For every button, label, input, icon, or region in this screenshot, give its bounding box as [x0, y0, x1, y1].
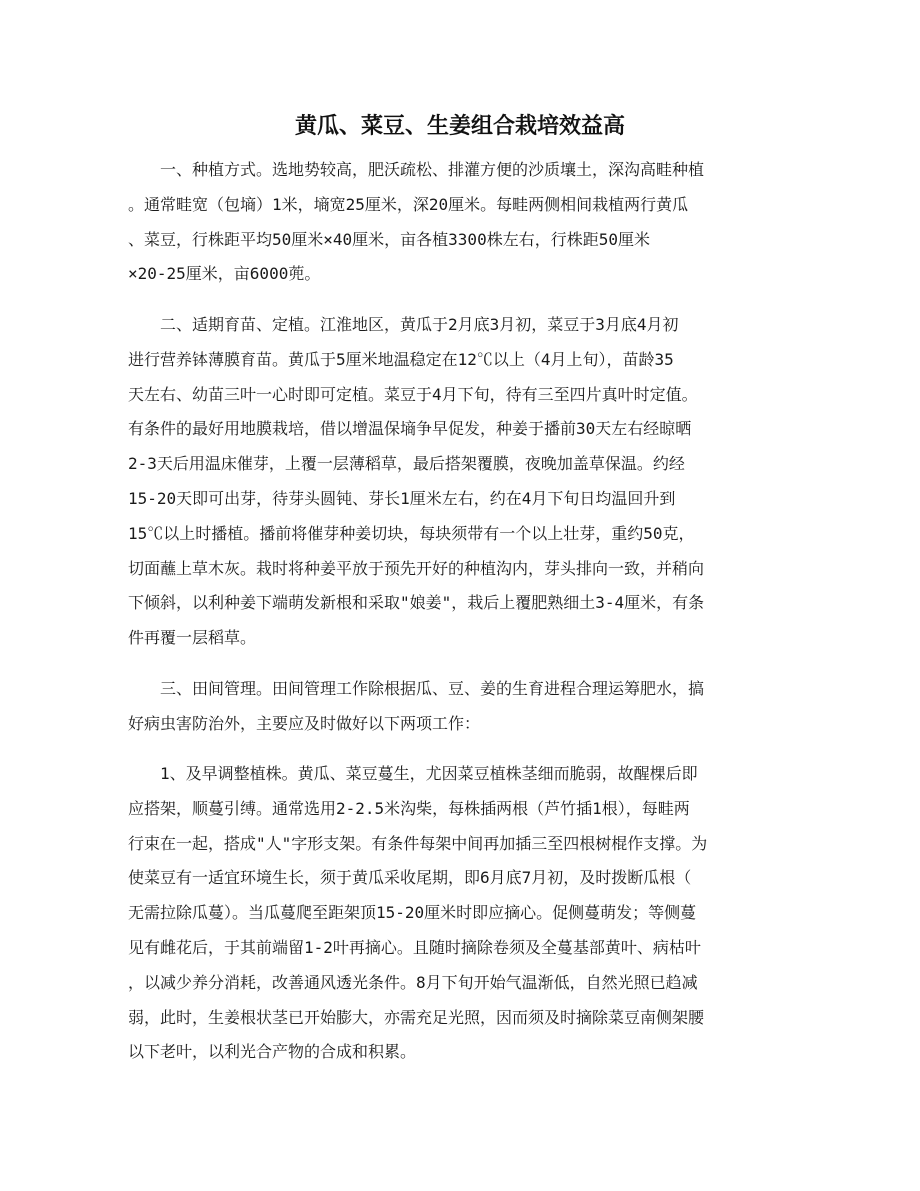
text-line: 切面蘸上草木灰。栽时将种姜平放于预先开好的种植沟内，芽头排向一致，并稍向	[128, 558, 705, 578]
text-line: 好病虫害防治外，主要应及时做好以下两项工作：	[128, 713, 481, 733]
text-line: 应搭架，顺蔓引缚。通常选用2-2.5米沟柴，每株插两根（芦竹插1根），每畦两	[128, 798, 690, 818]
text-line: 无需拉除瓜蔓）。当瓜蔓爬至距架顶15-20厘米时即应摘心。促侧蔓萌发；等侧蔓	[128, 903, 697, 923]
text-line: 使菜豆有一适宜环境生长，须于黄瓜采收尾期，即6月底7月初，及时拨断瓜根（	[128, 868, 692, 888]
text-line: 。通常畦宽（包墒）1米，墒宽25厘米，深20厘米。每畦两侧相间栽植两行黄瓜	[128, 194, 689, 214]
paragraph-planting-method	[128, 153, 794, 292]
document-title: 黄瓜、菜豆、生姜组合栽培效益高	[294, 113, 625, 139]
text-line: 三、田间管理。田间管理工作除根据瓜、豆、姜的生育进程合理运筹肥水，搞	[128, 679, 705, 698]
paragraph-adjust-plants	[128, 757, 794, 1070]
text-line: 行束在一起，搭成"人"字形支架。有条件每架中间再加插三至四根树棍作支撑。为	[128, 833, 708, 853]
text-line: 、菜豆，行株距平均50厘米×40厘米，亩各植3300株左右，行株距50厘米	[128, 229, 650, 249]
text-line: 进行营养钵薄膜育苗。黄瓜于5厘米地温稳定在12℃以上（4月上旬），苗龄35	[128, 349, 674, 369]
text-line: 15-20天即可出芽，待芽头圆钝、芽长1厘米左右，约在4月下旬日均温回升到	[128, 488, 676, 508]
text-line: 下倾斜，以利种姜下端萌发新根和采取"娘姜"，栽后上覆肥熟细土3-4厘米，有条	[128, 593, 705, 613]
text-line: 15℃以上时播植。播前将催芽种姜切块，每块须带有一个以上壮芽，重约50克，	[128, 523, 695, 543]
text-line: 2-3天后用温床催芽，上覆一层薄稻草，最后搭架覆膜，夜晚加盖草保温。约经	[128, 454, 685, 474]
text-line: 件再覆一层稻草。	[128, 628, 257, 648]
text-line: 天左右、幼苗三叶一心时即可定植。菜豆于4月下旬，待有三至四片真叶时定值。	[128, 384, 698, 404]
paragraph-field-management	[128, 672, 794, 742]
text-line: 一、种植方式。选地势较高，肥沃疏松、排灌方便的沙质壤土，深沟高畦种植	[128, 160, 705, 179]
text-line: 见有雌花后，于其前端留1-2叶再摘心。且随时摘除卷须及全蔓基部黄叶、病枯叶	[128, 937, 701, 957]
text-line: ，以减少养分消耗，改善通风透光条件。8月下旬开始气温渐低，自然光照已趋减	[128, 972, 698, 992]
text-line: 1、及早调整植株。黄瓜、菜豆蔓生，尤因菜豆植株茎细而脆弱，故醒棵后即	[128, 764, 698, 783]
text-line: 弱，此时，生姜根状茎已开始膨大，亦需充足光照，因而须及时摘除菜豆南侧架腰	[128, 1007, 705, 1027]
text-line: 以下老叶，以利光合产物的合成和积累。	[128, 1042, 417, 1062]
text-line: ×20-25厘米，亩6000蔸。	[128, 264, 321, 284]
text-line: 有条件的最好用地膜栽培，借以增温保墒争早促发，种姜于播前30天左右经晾晒	[128, 419, 692, 439]
text-line: 二、适期育苗、定植。江淮地区，黄瓜于2月底3月初，菜豆于3月底4月初	[128, 315, 679, 334]
paragraph-seedling-transplant	[128, 308, 794, 656]
